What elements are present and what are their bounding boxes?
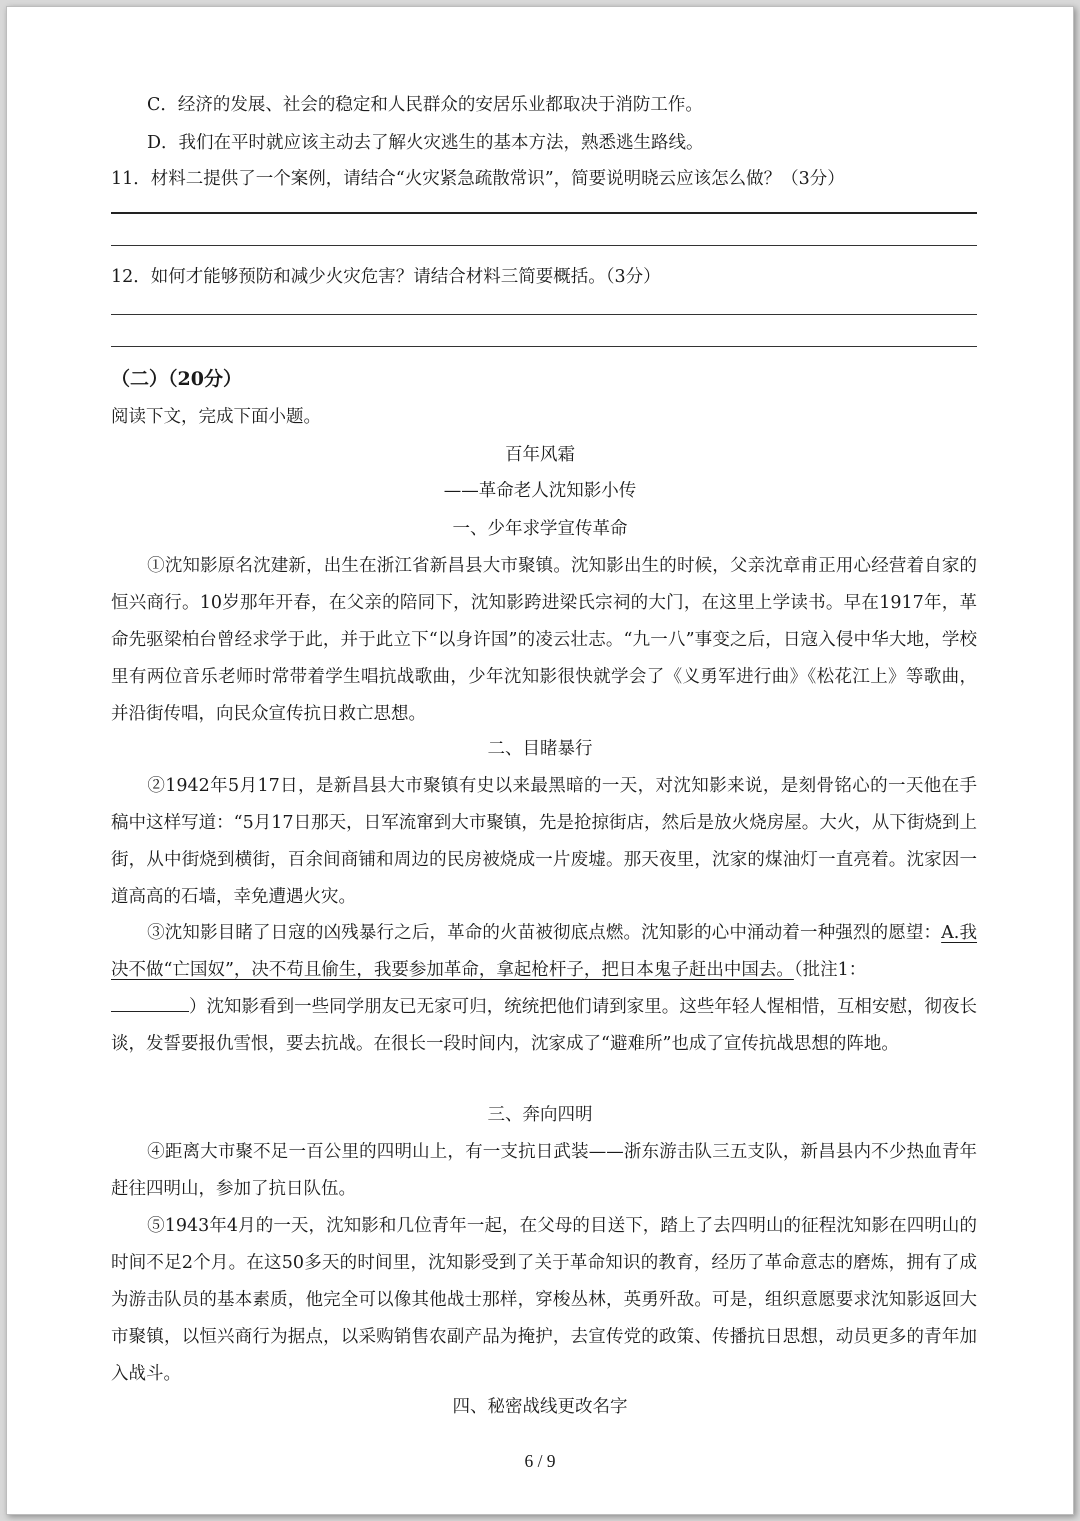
answer-line	[111, 245, 977, 246]
option-c: C．经济的发展、社会的稳定和人民群众的安居乐业都取决于消防工作。	[147, 95, 703, 115]
annotation-blank	[111, 993, 189, 1012]
answer-line	[111, 314, 977, 315]
paragraph-2: ②1942年5月17日，是新昌县大市聚镇有史以来最黑暗的一天，对沈知影来说，是刻骨铭心的一天他在手稿中这样写道：“5月17日那天，日军流窜到大市聚镇，先是抢掠街店，然后是放火烧房屋。大火，从下街烧到上街，从中街烧到横街，百余间商铺和周边的民房被烧成一片废墟。那天夜里，沈家的煤油灯一直亮着。沈家因一道高高的石墙，幸免遭遇火灾。	[111, 776, 977, 907]
underlined-sentence-a: A.我决不做“亡国奴”，决不苟且偷生，我要参加革命，拿起枪杆子，把日本鬼子赶出中国去。	[111, 923, 978, 980]
paragraph-1: ①沈知影原名沈建新，出生在浙江省新昌县大市聚镇。沈知影出生的时候，父亲沈章甫正用心经营着自家的恒兴商行。10岁那年开春，在父亲的陪同下，沈知影跨进梁氏宗祠的大门，在这里上学读书。早在1917年，革命先驱梁柏台曾经求学于此，并于此立下“以身许国”的凌云壮志。“九一八”事变之后，日寇入侵中华大地，学校里有两位音乐老师时常带着学生唱抗战歌曲，少年沈知影很快就学会了《义勇军进行曲》《松花江上》等歌曲，并沿街传唱，向民众宣传抗日救亡思想。	[111, 556, 977, 724]
exam-page	[6, 6, 1074, 1515]
article-title: 百年风霜	[505, 445, 575, 465]
paragraph-3: ③沈知影目睹了日寇的凶残暴行之后，革命的火苗被彻底点燃。沈知影的心中涌动着一种强烈的愿望：A.我决不做“亡国奴”，决不苟且偷生，我要参加革命，拿起枪杆子，把日本鬼子赶出中国去。（批注1： ）沈知影看到一些同学朋友已无家可归，统统把他们请到家里。这些年轻人惺相惜，互相安慰，彻夜长谈，发誓要报仇雪恨，要去抗战。在很长一段时间内，沈家成了“避难所”也成了宣传抗战思想的阵地。	[111, 923, 978, 1054]
paragraph-4: ④距离大市聚不足一百公里的四明山上，有一支抗日武装——浙东游击队三五支队，新昌县内不少热血青年赶往四明山，参加了抗日队伍。	[111, 1142, 977, 1199]
answer-line	[111, 346, 977, 347]
question-11: 11．材料二提供了一个案例，请结合“火灾紧急疏散常识”，简要说明晓云应该怎么做？（3分）	[111, 169, 845, 189]
section-heading: （二）（20分）	[111, 368, 242, 390]
question-12: 12．如何才能够预防和减少火灾危害？请结合材料三简要概括。（3分）	[111, 267, 661, 287]
part-heading: 二、目睹暴行	[487, 739, 593, 759]
part-heading: 三、奔向四明	[487, 1105, 593, 1125]
option-d: D．我们在平时就应该主动去了解火灾逃生的基本方法，熟悉逃生路线。	[147, 133, 704, 153]
part-heading: 一、少年求学宣传革命	[452, 519, 628, 539]
reading-instruction: 阅读下文，完成下面小题。	[111, 407, 321, 427]
paragraph-5: ⑤1943年4月的一天，沈知影和几位青年一起，在父母的目送下，踏上了去四明山的征程沈知影在四明山的时间不足2个月。在这50多天的时间里，沈知影受到了关于革命知识的教育，经历了革命意志的磨炼，拥有了成为游击队员的基本素质，他完全可以像其他战士那样，穿梭丛林，英勇歼敌。可是，组织意愿要求沈知影返回大市聚镇，以恒兴商行为据点，以采购销售农副产品为掩护，去宣传党的政策、传播抗日思想，动员更多的青年加入战斗。	[111, 1216, 977, 1384]
part-heading: 四、秘密战线更改名字	[452, 1397, 628, 1417]
article-subtitle: ——革命老人沈知影小传	[443, 481, 637, 501]
answer-line	[111, 212, 977, 214]
page-number: 6 / 9	[524, 1451, 556, 1471]
